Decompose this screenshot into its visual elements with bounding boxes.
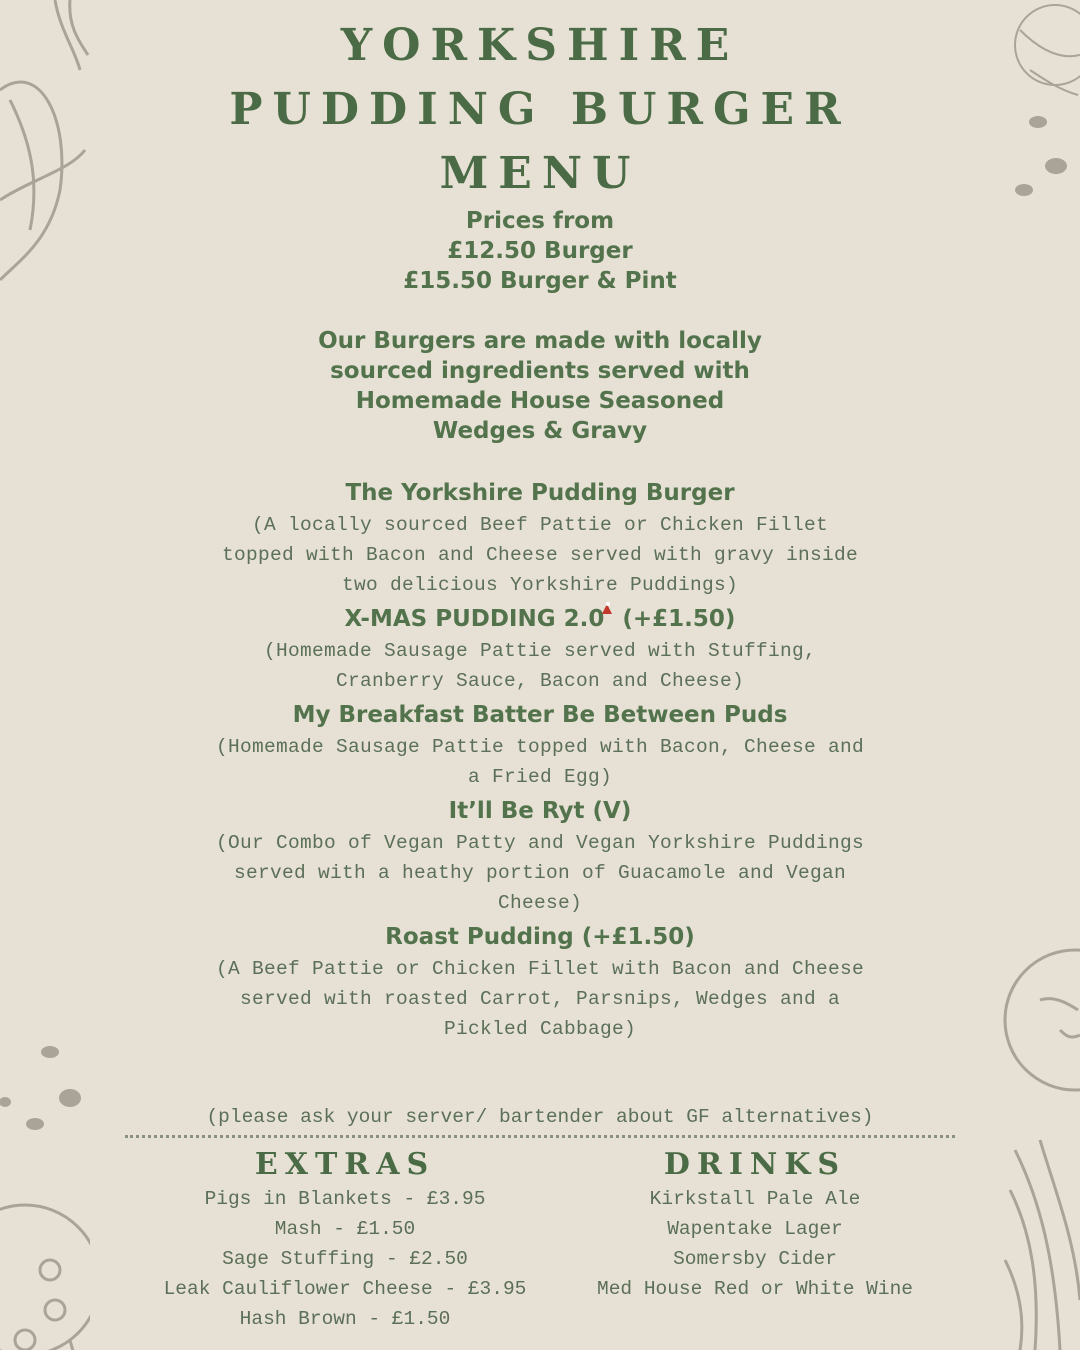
- dotted-divider: [125, 1135, 955, 1138]
- drinks-list: [560, 1184, 950, 1304]
- drinks-item: Kirkstall Pale Ale: [649, 1188, 861, 1210]
- item-description-line: Pickled Cabbage): [443, 1018, 637, 1040]
- drinks-item: Wapentake Lager: [667, 1218, 843, 1240]
- item-name: My Breakfast Batter Be Between Puds: [292, 702, 788, 728]
- item-description-line: Cranberry Sauce, Bacon and Cheese): [335, 670, 745, 692]
- price-block: [0, 206, 1080, 296]
- item-description-line: served with a heathy portion of Guacamole and Vegan: [233, 862, 847, 884]
- menu-item: [150, 920, 930, 1044]
- item-name: Roast Pudding (+£1.50): [385, 924, 695, 950]
- extras-item: Pigs in Blankets - £3.95: [204, 1188, 486, 1210]
- item-price-extra: (+£1.50): [614, 606, 736, 632]
- item-name-row: [150, 602, 930, 636]
- title-line-2: PUDDING BURGER: [229, 84, 851, 135]
- drinks-item: Somersby Cider: [673, 1248, 837, 1270]
- extras-item: Leak Cauliflower Cheese - £3.95: [163, 1278, 527, 1300]
- drinks-section: [560, 1146, 950, 1304]
- item-description-line: (A Beef Pattie or Chicken Fillet with Bacon and Cheese: [215, 958, 865, 980]
- item-description: [150, 954, 930, 1044]
- item-name: It’ll Be Ryt (V): [448, 798, 632, 824]
- item-description-line: two delicious Yorkshire Puddings): [341, 574, 739, 596]
- title-line-1: YORKSHIRE: [340, 20, 740, 71]
- item-description-line: (A locally sourced Beef Pattie or Chicken Fillet: [251, 514, 829, 536]
- extras-item: Mash - £1.50: [274, 1218, 416, 1240]
- intro-line: sourced ingredients served with: [330, 358, 750, 384]
- drinks-heading: DRINKS: [663, 1147, 847, 1182]
- menu-item: [150, 698, 930, 792]
- item-name: X-MAS PUDDING 2.0: [344, 606, 605, 632]
- extras-heading: EXTRAS: [254, 1147, 436, 1182]
- extras-section: [130, 1146, 560, 1334]
- menu-item: [150, 794, 930, 918]
- price-line: £15.50 Burger & Pint: [403, 268, 677, 294]
- title-line-3: MENU: [439, 148, 641, 199]
- item-description: [150, 510, 930, 600]
- item-description: [150, 732, 930, 792]
- intro-text: [0, 326, 1080, 446]
- intro-line: Homemade House Seasoned: [355, 388, 725, 414]
- intro-line: Wedges & Gravy: [432, 418, 648, 444]
- menu-item: [150, 476, 930, 600]
- item-description-line: (Our Combo of Vegan Patty and Vegan Yorkshire Puddings: [215, 832, 865, 854]
- extras-list: [130, 1184, 560, 1334]
- tomato-illustration-bottom-left: [0, 1040, 90, 1350]
- burger-list: [150, 476, 930, 1046]
- menu-title: [0, 14, 1080, 206]
- item-description-line: (Homemade Sausage Pattie served with Stuffing,: [263, 640, 817, 662]
- plant-illustration-bottom-right: [1000, 940, 1080, 1350]
- item-description: [150, 828, 930, 918]
- gf-note: (please ask your server/ bartender about GF alternatives): [206, 1106, 874, 1128]
- price-line: £12.50 Burger: [447, 238, 633, 264]
- item-description-line: (Homemade Sausage Pattie topped with Bacon, Cheese and: [215, 736, 865, 758]
- drinks-item: Med House Red or White Wine: [597, 1278, 913, 1300]
- item-name: The Yorkshire Pudding Burger: [345, 480, 735, 506]
- extras-item: Sage Stuffing - £2.50: [222, 1248, 468, 1270]
- item-description-line: Cheese): [497, 892, 582, 914]
- item-description-line: served with roasted Carrot, Parsnips, Wedges and a: [239, 988, 841, 1010]
- extras-item: Hash Brown - £1.50: [239, 1308, 451, 1330]
- intro-line: Our Burgers are made with locally: [318, 328, 762, 354]
- menu-item: [150, 602, 930, 696]
- item-description: [150, 636, 930, 696]
- item-description-line: a Fried Egg): [467, 766, 613, 788]
- item-description-line: topped with Bacon and Cheese served with gravy inside: [221, 544, 859, 566]
- price-line: Prices from: [465, 208, 615, 234]
- santa-hat-icon: [600, 602, 614, 616]
